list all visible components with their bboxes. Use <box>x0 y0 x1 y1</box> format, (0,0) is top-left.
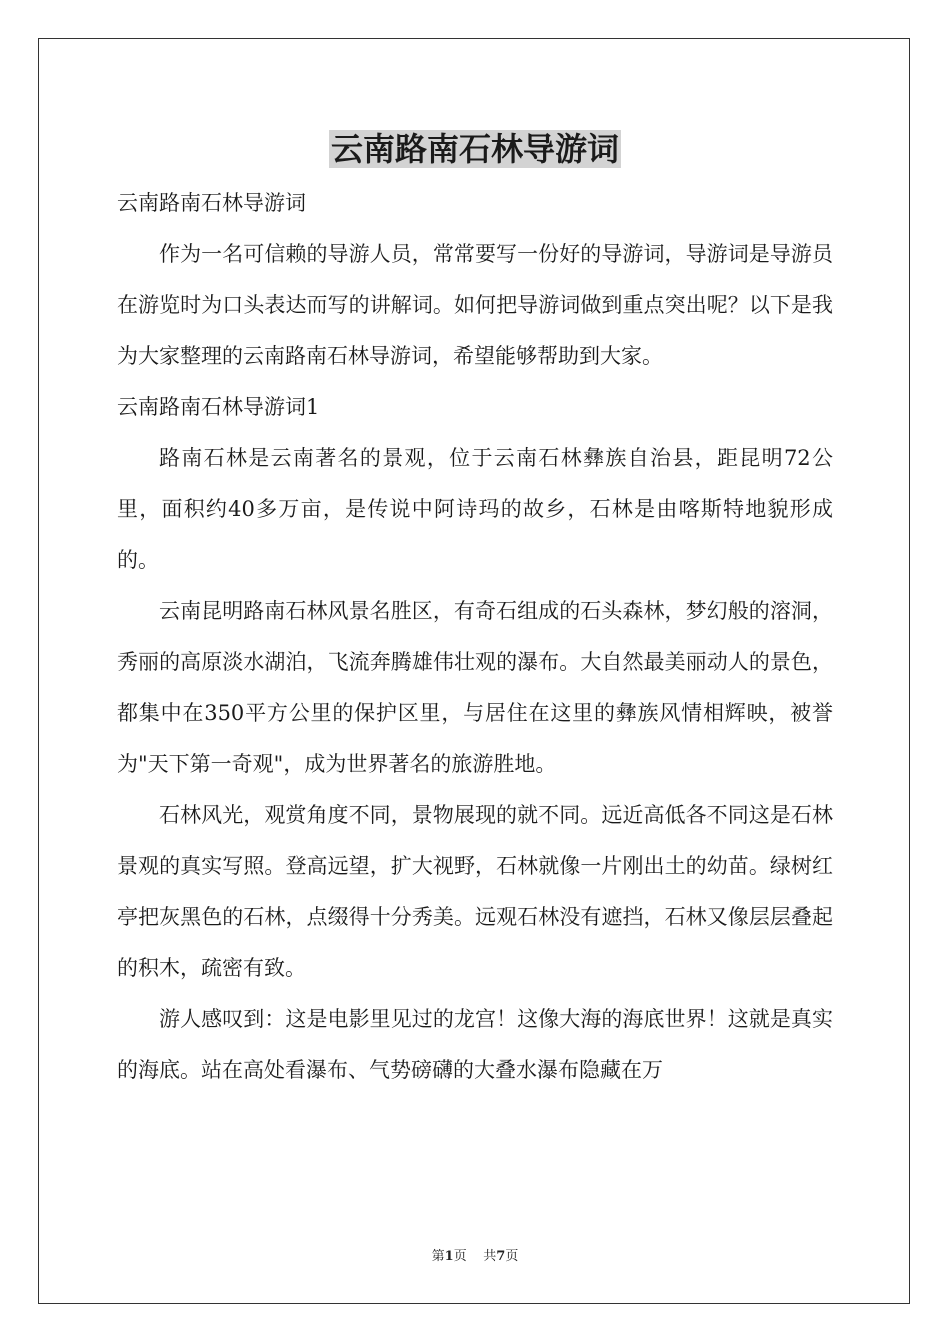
intro-paragraph: 作为一名可信赖的导游人员，常常要写一份好的导游词，导游词是导游员在游览时为口头表达而写的讲解词。如何把导游词做到重点突出呢？以下是我为大家整理的云南路南石林导游词，希望能够帮助到大家。 <box>117 242 833 368</box>
total-suffix: 页 <box>505 1249 519 1264</box>
document-body <box>117 178 833 1096</box>
page-footer <box>0 1248 950 1266</box>
body-paragraph: 云南昆明路南石林风景名胜区，有奇石组成的石头森林，梦幻般的溶洞，秀丽的高原淡水湖泊，飞流奔腾雄伟壮观的瀑布。大自然最美丽动人的景色，都集中在350平方公里的保护区里，与居住在这里的彝族风情相辉映，被誉为"天下第一奇观"，成为世界著名的旅游胜地。 <box>117 599 833 776</box>
page-number: 1 <box>444 1249 454 1264</box>
body-paragraph: 石林风光，观赏角度不同，景物展现的就不同。远近高低各不同这是石林景观的真实写照。登高远望，扩大视野，石林就像一片刚出土的幼苗。绿树红亭把灰黑色的石林，点缀得十分秀美。远观石林没有遮挡，石林又像层层叠起的积木，疏密有致。 <box>117 803 833 980</box>
body-paragraph: 路南石林是云南著名的景观，位于云南石林彝族自治县，距昆明72公里，面积约40多万亩，是传说中阿诗玛的故乡，石林是由喀斯特地貌形成的。 <box>117 446 833 572</box>
body-paragraph: 游人感叹到：这是电影里见过的龙宫！这像大海的海底世界！这就是真实的海底。站在高处看瀑布、气势磅礴的大叠水瀑布隐藏在万 <box>117 1007 833 1082</box>
document-title <box>0 126 950 172</box>
document-subtitle: 云南路南石林导游词 <box>117 191 306 215</box>
page-suffix: 页 <box>453 1249 467 1264</box>
document-title-text: 云南路南石林导游词 <box>330 130 619 168</box>
page-prefix: 第 <box>431 1249 445 1264</box>
total-pages: 7 <box>496 1249 506 1264</box>
total-prefix: 共 <box>483 1249 497 1264</box>
section-heading: 云南路南石林导游词1 <box>117 395 320 419</box>
